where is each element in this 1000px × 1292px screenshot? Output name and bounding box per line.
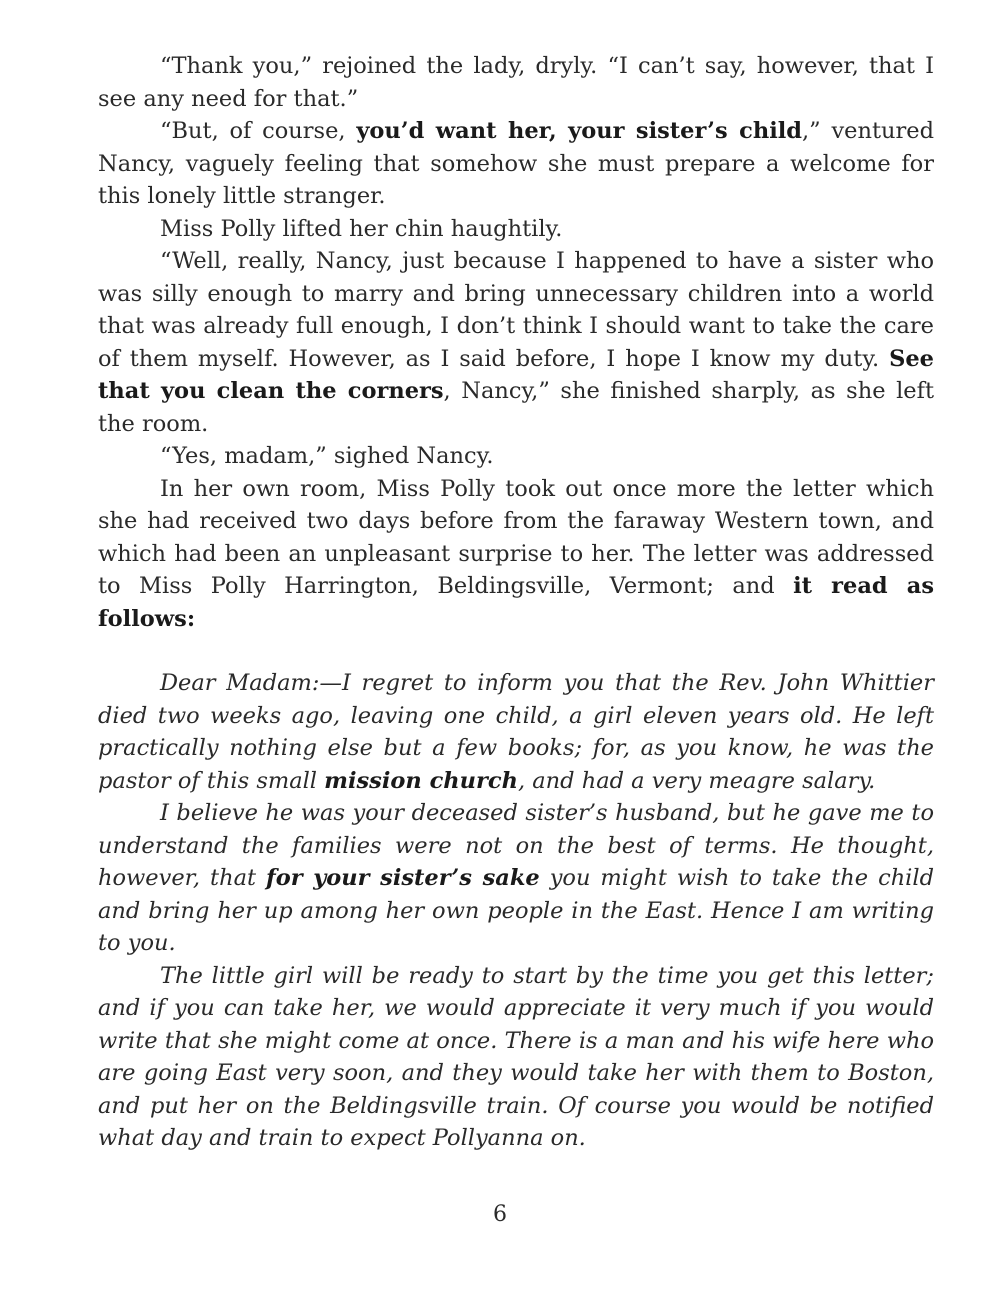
text-run: “Yes, madam,” sighed Nancy. (160, 443, 494, 469)
narrative-text (98, 50, 934, 635)
text-run: “But, of course, (160, 118, 357, 144)
letter-paragraph (98, 960, 934, 1155)
bold-phrase: it read as follows: (98, 573, 934, 632)
paragraph (98, 213, 934, 246)
letter-quote (98, 667, 934, 1155)
bold-phrase: for your sister’s sake (266, 865, 540, 891)
text-run: In her own room, Miss Polly took out once more the letter which she had received two days before from the faraway Western town, and which had been an unpleasant surprise to her. The letter was addressed to Miss Polly Harrington, Beldingsville, Vermont; and (98, 475, 934, 599)
paragraph (98, 473, 934, 636)
text-run: “Well, really, Nancy, just because I happened to have a sister who was silly enough to marry and bring unnecessary children into a world that was already full enough, I don’t think I should want to take the care of them myself. However, as I said before, I hope I know my duty. (98, 248, 934, 372)
paragraph (98, 50, 934, 115)
text-run: ,” ventured Nancy, vaguely feeling that somehow she must prepare a welcome for this lonely little stranger. (98, 118, 934, 209)
letter-paragraph (98, 797, 934, 960)
text-run: Dear Madam:—I regret to inform you that the Rev. John Whittier died two weeks ago, leaving one child, a girl eleven years old. He left practically nothing else but a few books; for, as you know, he was the pastor of this small (98, 670, 934, 794)
page-number: 6 (493, 1202, 507, 1227)
paragraph (98, 115, 934, 213)
book-page (98, 50, 934, 1155)
bold-phrase: you’d want her, your sister’s child (356, 118, 803, 144)
text-run: , Nancy,” she finished sharply, as she left the room. (98, 378, 934, 437)
text-run: The little girl will be ready to start by the time you get this letter; and if you can take her, we would appreciate it very much if you would write that she might come at once. There is a man and his wife here who are going East very soon, and they would take her with them to Boston, and put her on the Beldingsville train. Of course you would be notified what day and train to expect Pollyanna on. (98, 962, 934, 1151)
text-run: I believe he was your deceased sister’s husband, but he gave me to understand the families were not on the best of terms. He thought, however, that (98, 800, 934, 891)
text-run: Miss Polly lifted her chin haughtily. (160, 215, 563, 242)
text-run: “Thank you,” rejoined the lady, dryly. “I can’t say, however, that I see any need for that.” (98, 53, 934, 112)
bold-phrase: mission church (324, 767, 518, 794)
text-run: , and had a very meagre salary. (517, 767, 876, 794)
letter-paragraph (98, 667, 934, 797)
bold-phrase: See that you clean the corners (98, 345, 934, 404)
text-run: you might wish to take the child and bring her up among her own people in the East. Hence I am writing to you. (98, 865, 934, 956)
paragraph (98, 440, 934, 473)
paragraph (98, 245, 934, 440)
